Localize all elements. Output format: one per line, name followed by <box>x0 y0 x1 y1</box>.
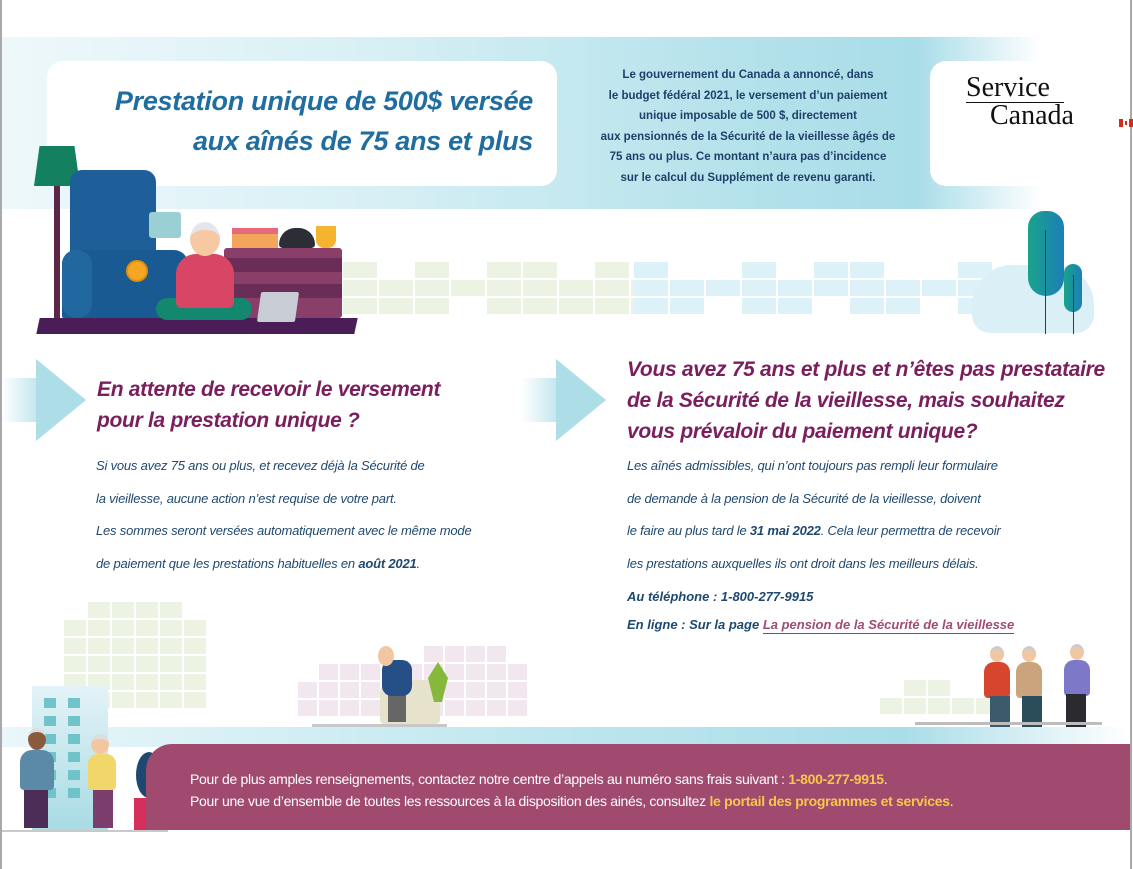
arrow-right-icon <box>2 359 88 441</box>
heading-line: de la Sécurité de la vieillesse, mais souhaitez <box>627 389 1065 412</box>
floor-line <box>915 722 1102 725</box>
senior-woman-meditating-icon <box>176 254 234 308</box>
canada-flag-icon <box>1119 119 1133 127</box>
senior-woman-head <box>91 734 109 754</box>
tree-trunk <box>1045 230 1046 334</box>
senior-man-sitting-icon <box>1064 660 1090 696</box>
section-heading-not-recipient <box>627 354 1105 447</box>
heading-line: Vous avez 75 ans et plus et n’êtes pas prestataire <box>627 358 1105 381</box>
title-line-1: Prestation unique de 500$ versée <box>114 86 533 116</box>
intro-line: le budget fédéral 2021, le versement d’un paiement <box>608 89 888 102</box>
pencil-cup-icon <box>316 226 336 248</box>
programs-services-portal-link[interactable]: le portail des programmes et services <box>709 793 950 809</box>
logo-line-service: Service <box>966 75 1064 103</box>
page-title <box>115 81 533 161</box>
body-line: les prestations auxquelles ils ont droit dans les meilleurs délais. <box>627 555 979 571</box>
brick-wall-decoration <box>880 680 998 714</box>
footer-info-bar <box>146 744 1130 830</box>
senior-woman-head <box>190 222 220 256</box>
heading-line: pour la prestation unique ? <box>97 409 360 432</box>
intro-line: aux pensionnés de la Sécurité de la vieillesse âgés de <box>600 130 896 143</box>
yarn-ball-icon <box>126 260 148 282</box>
intro-line: sur le calcul du Supplément de revenu garanti. <box>620 171 876 184</box>
service-canada-logo <box>966 72 1074 131</box>
logo-line-canada: Canada <box>990 100 1074 131</box>
section-body-waiting <box>96 450 472 580</box>
logo-card <box>930 61 1120 186</box>
tree-trunk <box>1073 275 1074 334</box>
body-line: la vieillesse, aucune action n’est requise de votre part. <box>96 490 397 506</box>
body-line: de paiement que les prestations habituelles en août 2021. <box>96 555 420 571</box>
family-photo-icon <box>149 212 181 238</box>
deadline-date: 31 mai 2022 <box>749 523 821 538</box>
senior-man-head <box>378 646 394 666</box>
senior-head <box>990 646 1004 662</box>
tree-icon <box>1028 211 1064 296</box>
section-body-not-recipient <box>627 450 1001 580</box>
intro-line: 75 ans ou plus. Ce montant n’aura pas d’incidence <box>609 151 887 163</box>
page-border-right <box>1130 0 1132 869</box>
senior-man-legs <box>388 694 406 722</box>
armchair-arm <box>62 250 92 318</box>
senior-woman-legs <box>93 790 113 828</box>
senior-man-sitting-icon <box>1016 662 1042 698</box>
body-line: Les aînés admissibles, qui n’ont toujours pas rempli leur formulaire <box>627 458 998 473</box>
senior-head <box>1070 644 1084 660</box>
body-line: Les sommes seront versées automatiquement avec le même mode <box>96 523 472 538</box>
section-heading-waiting <box>97 374 440 436</box>
title-line-2: aux aînés de 75 ans et plus <box>192 126 533 156</box>
footer-text <box>190 768 953 812</box>
senior-man-legs <box>24 790 48 828</box>
intro-line: unique imposable de 500 $, directement <box>639 110 857 122</box>
floor-lamp-pole <box>54 186 60 318</box>
body-line: le faire au plus tard le 31 mai 2022. Cela leur permettra de recevoir <box>627 523 1001 538</box>
arrow-right-icon <box>522 359 608 441</box>
online-line: En ligne : Sur la page La pension de la Sécurité de la vieillesse <box>627 617 1015 632</box>
intro-line: Le gouvernement du Canada a annoncé, dans <box>622 69 874 81</box>
senior-man-exercising-icon <box>20 750 54 790</box>
intro-paragraph <box>578 65 918 188</box>
footer-divider <box>2 830 168 832</box>
rug-shape <box>36 318 357 334</box>
footer-line-1: Pour de plus amples renseignements, contactez notre centre d’appels au numéro sans frais suivant : 1-800-277-9915. <box>190 771 888 787</box>
footer-line-2: Pour une vue d’ensemble de toutes les ressources à la disposition des ainés, consultez le portail des programmes et services. <box>190 793 954 809</box>
senior-man-head <box>28 728 46 750</box>
heading-line: En attente de recevoir le versement <box>97 378 441 401</box>
laptop-icon <box>257 292 299 322</box>
books-icon <box>232 228 278 248</box>
heading-line: vous prévaloir du paiement unique? <box>627 420 978 443</box>
title-card <box>47 61 557 186</box>
senior-woman-stretching-icon <box>88 754 116 790</box>
body-line: Si vous avez 75 ans ou plus, et recevez déjà la Sécurité de <box>96 458 425 473</box>
body-line: de demande à la pension de la Sécurité de la vieillesse, doivent <box>627 490 981 506</box>
cat-icon <box>279 228 315 248</box>
contact-info <box>627 583 1014 639</box>
senior-woman-sitting-icon <box>984 662 1010 698</box>
brick-wall-decoration <box>343 262 665 314</box>
oas-pension-link[interactable]: La pension de la Sécurité de la vieillesse <box>762 617 1015 632</box>
senior-head <box>1022 646 1036 662</box>
call-centre-phone: 1-800-277-9915 <box>788 771 884 787</box>
phone-line: Au téléphone : 1-800-277-9915 <box>627 589 814 604</box>
payment-date: août 2021 <box>358 555 417 571</box>
brick-wall-decoration <box>634 262 992 314</box>
